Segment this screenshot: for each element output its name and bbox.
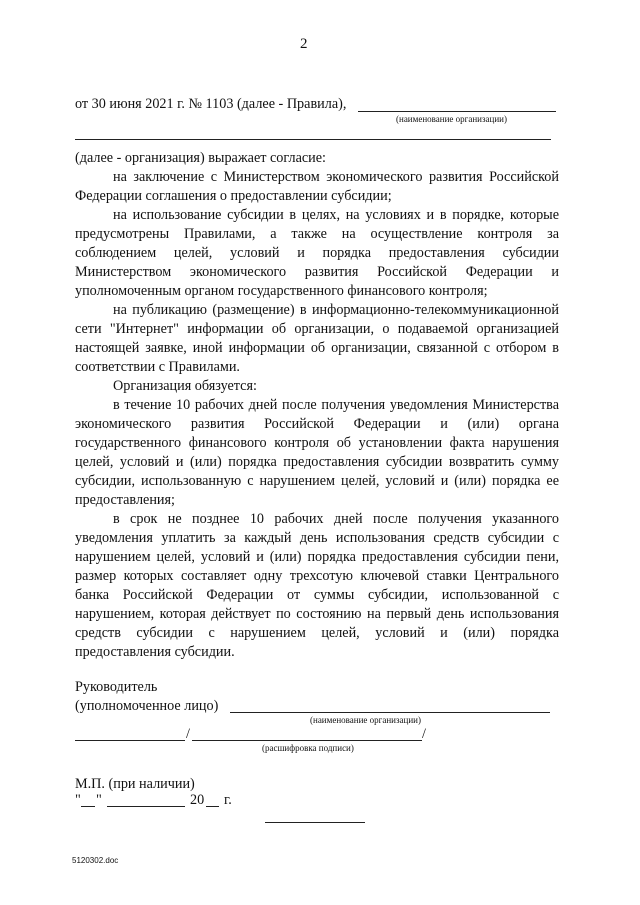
paragraph-penalty [75,510,559,662]
paragraph-text: на публикацию (размещение) в информационно-телекоммуникационной сети "Интернет" информации об организации, о подаваемой организацией настоящей заявке, иной информации об организации, связанной с отбором в соответствии с Правилами. [75,302,559,375]
paragraph-obligations-title [75,377,559,396]
org-name-continuation-blank [75,139,551,140]
date-open-quote: " [75,792,81,808]
signature-org-blank [230,712,550,713]
footer-filename: 5120302.doc [72,856,119,865]
page-number: 2 [300,36,308,52]
paragraph-text: Организация обязуется: [113,378,257,394]
authorized-person-label: (уполномоченное лицо) [75,698,219,714]
signature-slash-2: / [422,726,426,742]
org-name-caption: (наименование организации) [396,114,507,124]
signature-org-caption: (наименование организации) [310,715,421,725]
signature-slash-1: / [186,726,190,742]
date-close-quote: " [96,792,102,808]
paragraph-text: в срок не позднее 10 рабочих дней после получения указанного уведомления уплатить за каждый день использования средств субсидии с нарушением целей, условий и (или) порядка предоставления субсидии пени, размер которых составляет одну трехсотую ключевой ставки Центрального банка Российской Федерации от суммы субсидии, использованной с нарушением, которая действует по состоянию на первый день использования средств субсидии с нарушением целей, условий и (или) порядка предоставления субсидии. [75,511,559,660]
rules-reference-line: от 30 июня 2021 г. № 1103 (далее - Правила), [75,96,347,112]
date-year-blank [206,806,219,807]
paragraph-publication [75,301,559,377]
consent-intro: (далее - организация) выражает согласие: [75,150,326,166]
org-name-blank [358,111,556,112]
end-separator [265,822,365,823]
paragraph-use [75,206,559,301]
signature-decode-caption: (расшифровка подписи) [262,743,354,753]
date-month-blank [107,806,185,807]
signature-decode-blank [192,740,422,741]
date-day-blank [81,806,95,807]
stamp-label: М.П. (при наличии) [75,776,195,792]
date-suffix: г. [224,792,232,808]
paragraph-return [75,396,559,510]
head-label: Руководитель [75,679,158,695]
signature-blank [75,740,185,741]
paragraph-text: на заключение с Министерством экономического развития Российской Федерации соглашения о предоставлении субсидии; [75,169,559,204]
paragraph-text: на использование субсидии в целях, на условиях и в порядке, которые предусмотрены Правилами, а также на осуществление контроля за соблюдением целей, условий и порядка предоставления субсидии Министерством экономического развития Российской Федерации и уполномоченным органом государственного финансового контроля; [75,207,559,299]
paragraph-conclusion [75,168,559,206]
paragraph-text: в течение 10 рабочих дней после получения уведомления Министерства экономического развития Российской Федерации и (или) органа государственного финансового контроля об установлении факта нарушения целей, условий и (или) порядка предоставления субсидии возвратить сумму субсидии, использованную с нарушением целей, условий и (или) порядка ее предоставления; [75,397,559,508]
date-year-prefix: 20 [190,792,205,808]
